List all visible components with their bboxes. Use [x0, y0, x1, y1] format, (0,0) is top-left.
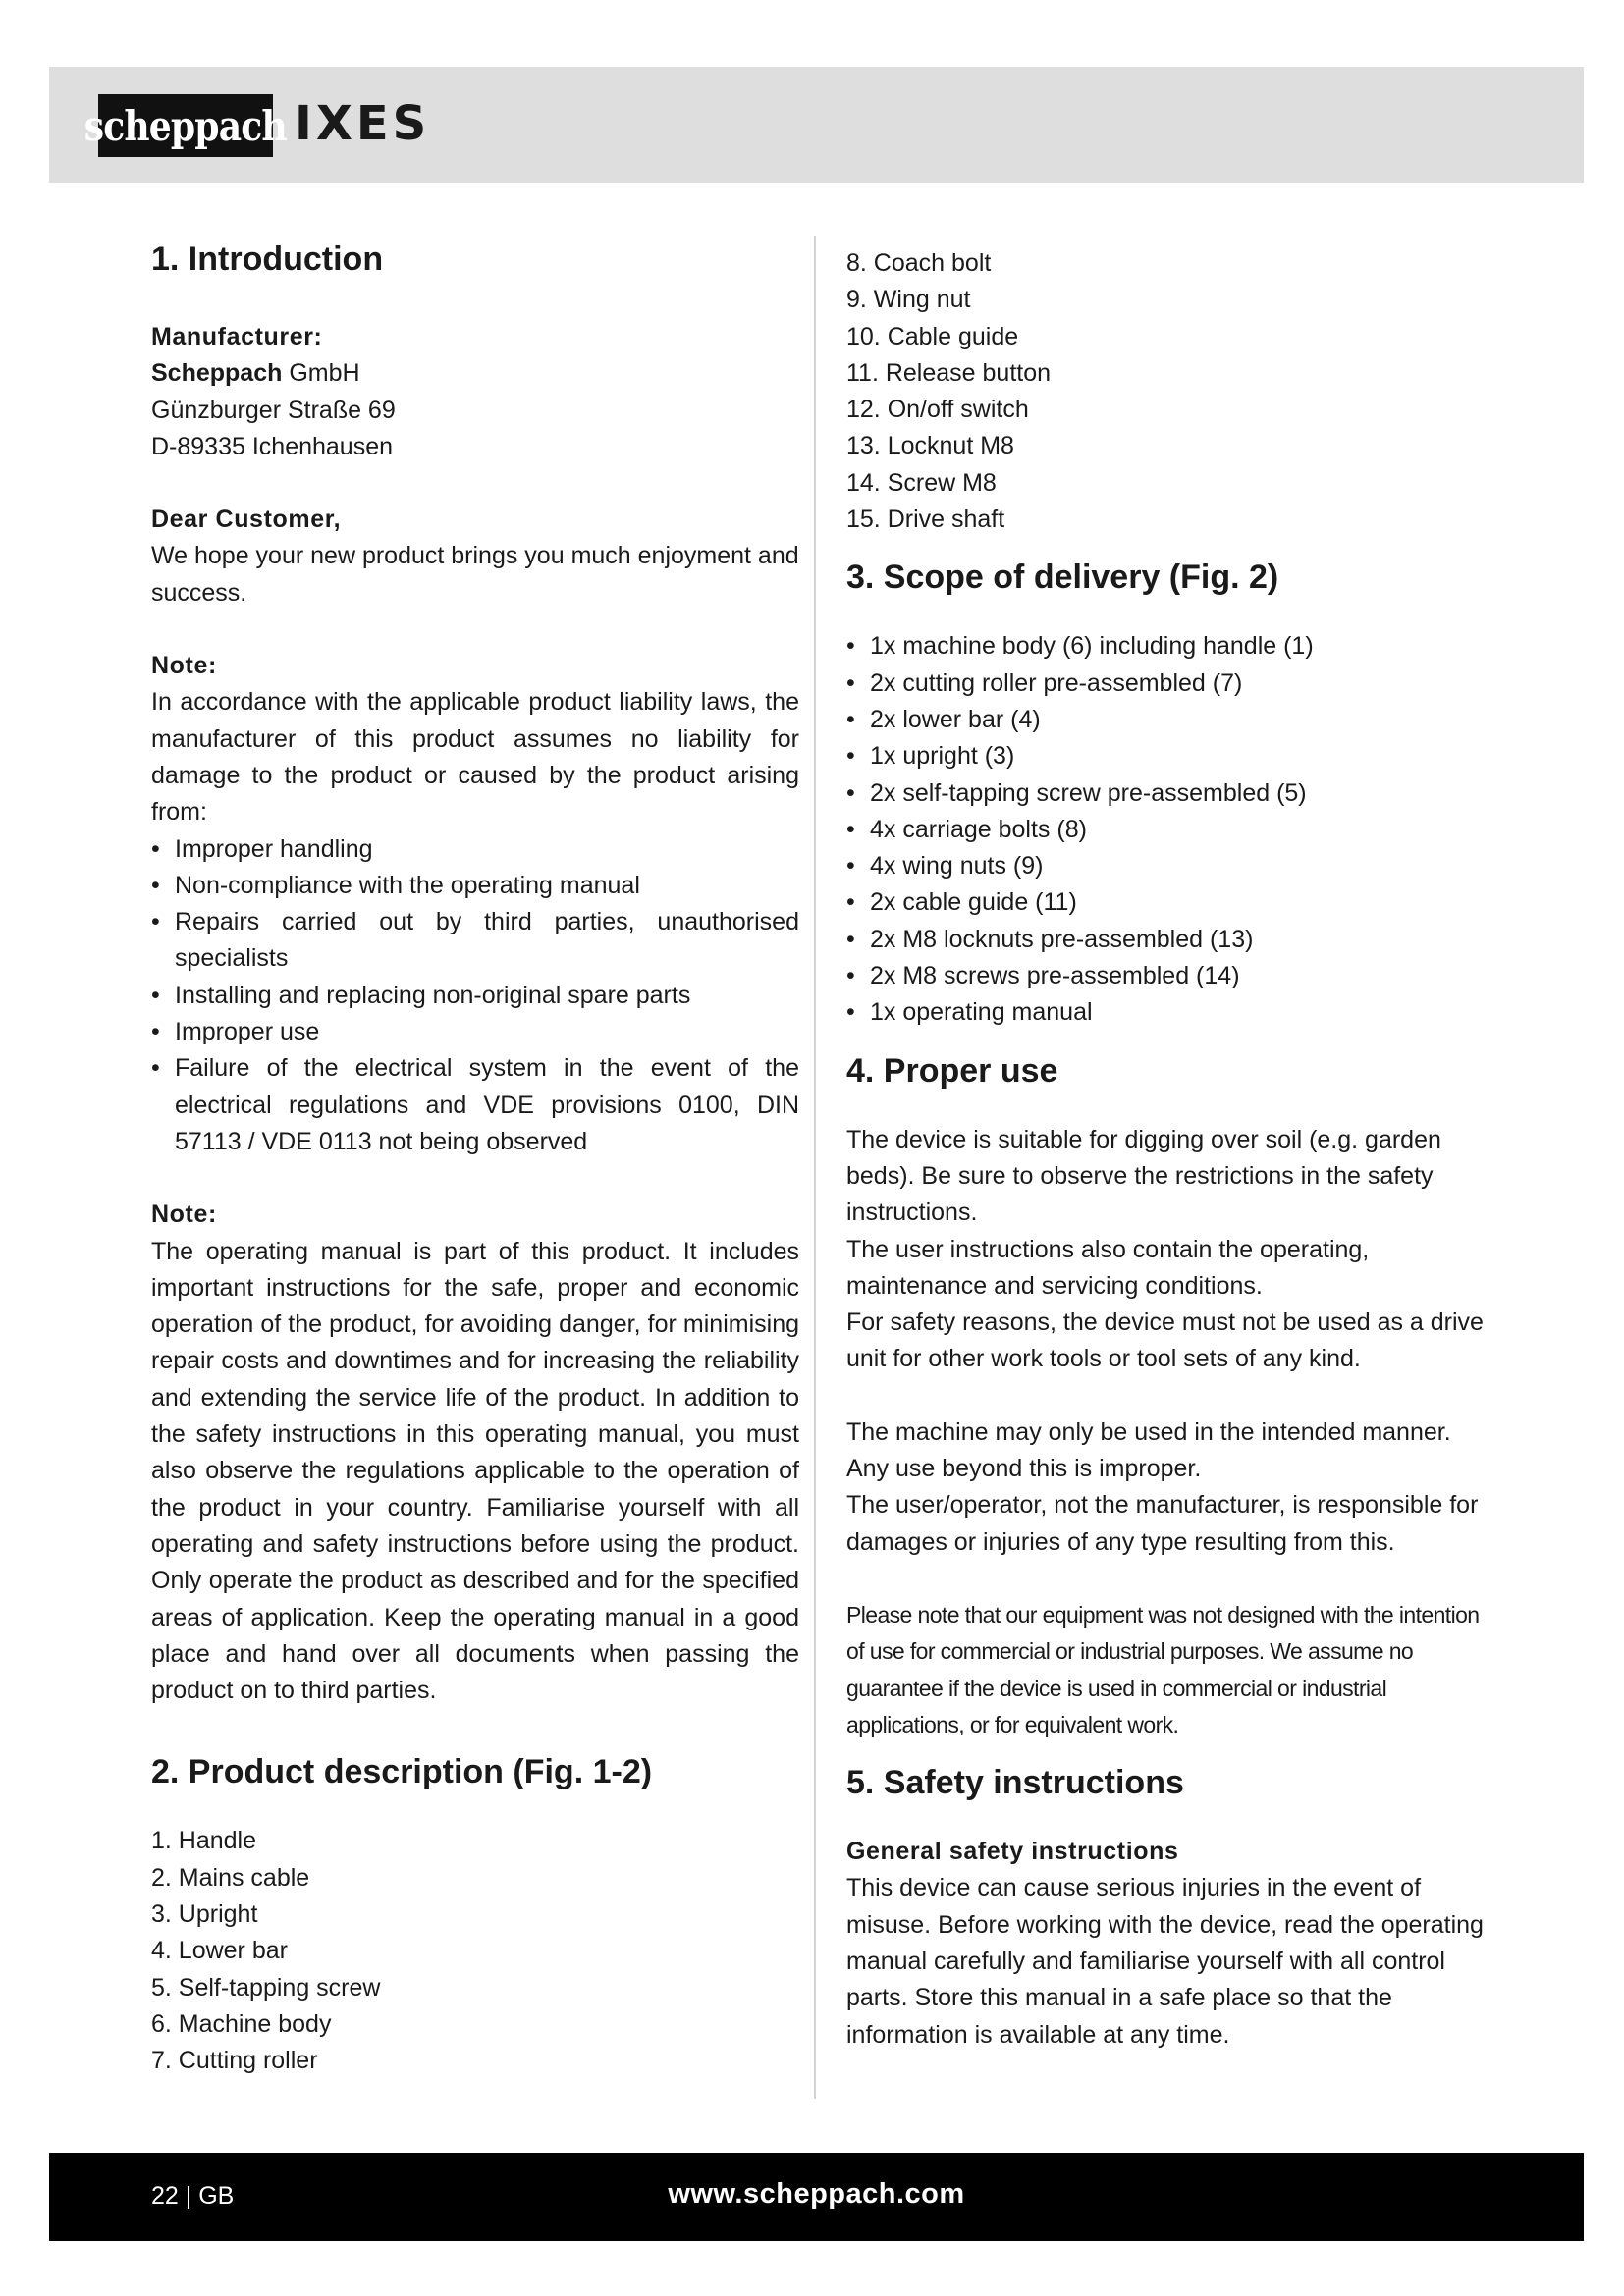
list-item: 14. Screw M8: [846, 468, 997, 497]
company-name-rest: GmbH: [282, 359, 360, 388]
scope-of-delivery-heading: 3. Scope of delivery (Fig. 2): [846, 559, 1279, 597]
list-item: 8. Coach bolt: [846, 249, 992, 277]
proper-use-text: The user instructions also contain the operating, maintenance and servicing conditions.: [846, 1235, 1370, 1300]
list-item: • 2x self-tapping screw pre-assembled (5): [846, 775, 1494, 812]
list-item: 11. Release button: [846, 358, 1052, 387]
left-column: [151, 236, 799, 2079]
list-item: 15. Drive shaft: [846, 506, 1005, 534]
product-line-logo: IXES: [295, 96, 431, 151]
list-item: 5. Self-tapping screw: [151, 1973, 381, 2002]
right-column: [846, 245, 1494, 2054]
note-label: Note:: [151, 1201, 217, 1229]
list-item: 4. Lower bar: [151, 1937, 288, 1965]
dear-customer-label: Dear Customer,: [151, 506, 342, 534]
proper-use-text: The machine may only be used in the intended manner. Any use beyond this is improper.: [846, 1417, 1451, 1483]
list-item: 13. Locknut M8: [846, 432, 1014, 460]
list-item: • Improper use: [151, 1014, 799, 1050]
list-item: 12. On/off switch: [846, 396, 1029, 424]
proper-use-text: The user/operator, not the manufacturer, is responsible for damages or injuries of any type resulting from this.: [846, 1491, 1479, 1556]
page-number: 22 | GB: [151, 2182, 235, 2210]
list-item: • Improper handling: [151, 831, 799, 868]
list-item: • Installing and replacing non-original spare parts: [151, 978, 799, 1014]
commercial-use-note: Please note that our equipment was not designed with the intention of use for commercial or industrial purposes. We assume no guarantee if the device is used in commercial or industrial applications, or for equivalent work.: [846, 1601, 1480, 1737]
list-item: 1. Handle: [151, 1827, 257, 1855]
company-city: D-89335 Ichenhausen: [151, 432, 394, 460]
scheppach-logo: [84, 94, 288, 157]
company-name: [151, 355, 799, 392]
list-item: • 2x cutting roller pre-assembled (7): [846, 666, 1494, 702]
list-item: • 1x machine body (6) including handle (1): [846, 628, 1494, 665]
list-item: 10. Cable guide: [846, 322, 1019, 350]
liability-list: [151, 831, 799, 1161]
brand-name: scheppach: [84, 101, 288, 150]
page-footer: [49, 2153, 1584, 2241]
product-description-heading: 2. Product description (Fig. 1-2): [151, 1753, 653, 1791]
general-safety-label: General safety instructions: [846, 1838, 1179, 1866]
manufacturer-label: Manufacturer:: [151, 323, 323, 350]
list-item: • 2x cable guide (11): [846, 884, 1494, 921]
note-label: Note:: [151, 652, 217, 680]
list-item: 9. Wing nut: [846, 286, 971, 314]
company-name-bold: Scheppach: [151, 359, 283, 388]
manual-note-text: The operating manual is part of this product. It includes important instructions for the safe, proper and economic operation of the product, for avoiding danger, for minimising repair costs and downtimes and for increasing the reliability and extending the service life of the product. In addition to the safety instructions in this operating manual, you must also observe the regulations applicable to the operation of the product in your country. Familiarise yourself with all operating and safety instructions before using the product. Only operate the product as described and for the specified areas of application. Keep the operating manual in a good place and hand over all documents when passing the product on to third parties.: [151, 1237, 799, 1705]
list-item: • 2x M8 locknuts pre-assembled (13): [846, 922, 1494, 958]
general-safety-text: This device can cause serious injuries in the event of misuse. Before working with the device, read the operating manual carefully and familiarise yourself with all control parts. Store this manual in a safe place so that the information is available at any time.: [846, 1874, 1484, 2049]
dear-customer-text: We hope your new product brings you much enjoyment and success.: [151, 542, 799, 607]
liability-note-text: In accordance with the applicable product liability laws, the manufacturer of this product assumes no liability for damage to the product or caused by the product arising from:: [151, 688, 799, 827]
list-item: • 1x upright (3): [846, 738, 1494, 774]
list-item: • Non-compliance with the operating manual: [151, 868, 799, 904]
list-item: 6. Machine body: [151, 2009, 332, 2038]
safety-instructions-heading: 5. Safety instructions: [846, 1764, 1184, 1802]
introduction-heading: 1. Introduction: [151, 240, 384, 278]
list-item: • 2x M8 screws pre-assembled (14): [846, 958, 1494, 994]
list-item: 7. Cutting roller: [151, 2047, 318, 2075]
list-item: 3. Upright: [151, 1899, 258, 1928]
list-item: 2. Mains cable: [151, 1863, 310, 1892]
list-item: • Failure of the electrical system in the event of the electrical regulations and VDE provisions 0100, DIN 57113 / VDE 0113 not being observed: [151, 1050, 799, 1160]
column-divider: [814, 236, 816, 2099]
list-item: • 2x lower bar (4): [846, 702, 1494, 738]
page-header: [49, 67, 1584, 183]
proper-use-heading: 4. Proper use: [846, 1051, 1058, 1090]
list-item: • Repairs carried out by third parties, unauthorised specialists: [151, 904, 799, 978]
proper-use-text: The device is suitable for digging over soil (e.g. garden beds). Be sure to observe the restrictions in the safety instructions.: [846, 1125, 1441, 1227]
scope-list: [846, 628, 1494, 1031]
website-link[interactable]: www.scheppach.com: [668, 2178, 965, 2210]
list-item: • 4x carriage bolts (8): [846, 812, 1494, 848]
list-item: • 1x operating manual: [846, 994, 1494, 1031]
proper-use-text: For safety reasons, the device must not be used as a drive unit for other work tools or tool sets of any kind.: [846, 1308, 1484, 1373]
list-item: • 4x wing nuts (9): [846, 848, 1494, 884]
company-street: Günzburger Straße 69: [151, 396, 396, 424]
